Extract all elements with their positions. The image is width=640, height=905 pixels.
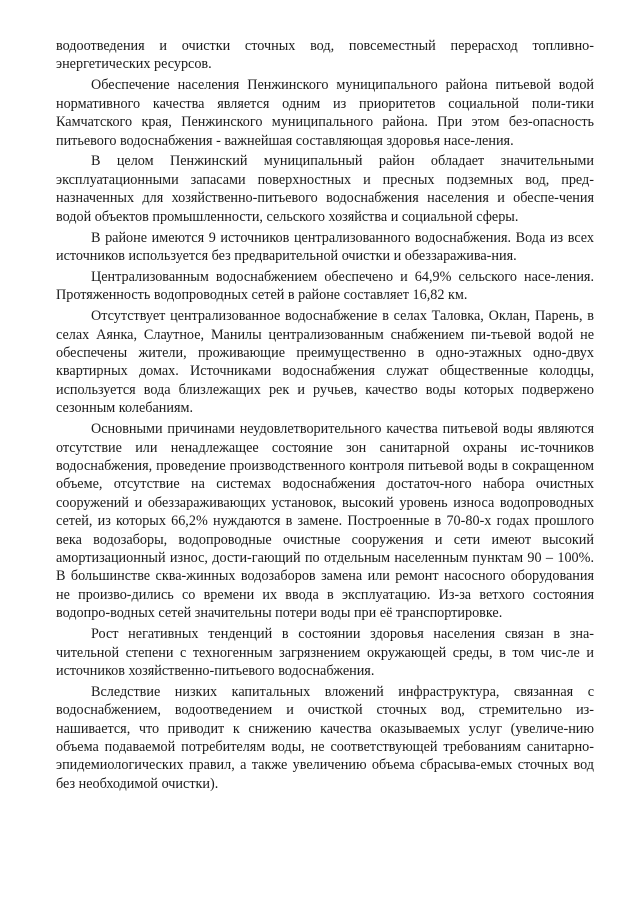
document-page — [56, 37, 594, 796]
paragraph-drinking-water-priority: Обеспечение населения Пенжинского муниципального района питьевой водой нормативного качества является одним из приоритетов социальной поли-тики Камчатского края, Пенжинского муниципального района. При этом без-опасность питьевого водоснабжения - важнейшая составляющая здоровья насе-ления. — [56, 77, 594, 149]
paragraph-continuation: водоотведения и очистки сточных вод, повсеместный перерасход топливно-энергетических ресурсов. — [56, 38, 594, 73]
paragraph-villages-without-supply: Отсутствует централизованное водоснабжение в селах Таловка, Оклан, Парень, в селах Аянка, Слаутное, Манилы централизованным снабжением пи-тьевой водой не обеспечены жители, проживающие преимущественно в одно-этажных одно-двух квартирных домах. Источниками водоснабжения служат общественные колодцы, используется вода близлежащих рек и ручьев, качество воды которых подвержено сезонным колебаниям. — [56, 308, 594, 417]
paragraph-health-trends: Рост негативных тенденций в состоянии здоровья населения связан в зна-чительной степени с техногенным загрязнением окружающей среды, в том чис-ле и источников хозяйственно-питьевого водоснабжения. — [56, 626, 594, 679]
paragraph-centralized-coverage: Централизованным водоснабжением обеспечено и 64,9% сельского насе-ления. Протяженность водопроводных сетей в районе составляет 16,82 км. — [56, 268, 594, 304]
paragraph-water-sources: В районе имеются 9 источников централизованного водоснабжения. Вода из всех источников используется без предварительной очистки и обеззаражива-ния. — [56, 229, 594, 264]
paragraph-infrastructure-wear: Вследствие низких капитальных вложений инфраструктура, связанная с водоснабжением, водоотведением и очисткой сточных вод, стремительно из-нашивается, что приводит к снижению качества оказываемых услуг (увеличе-нию объема подаваемой потребителям воды, не соответствующей требованиям санитарно-эпидемиологических правил, а также увеличению объема сбрасыва-емых сточных вод без необходимой очистки). — [56, 683, 594, 792]
paragraph-water-reserves: В целом Пенжинский муниципальный район обладает значительными эксплуатационными запасами поверхностных и пресных подземных вод, пред-назначенных для хозяйственно-питьевого водоснабжения населения и обеспе-чения водой объектов промышленности, сельского хозяйства и социальной сферы. — [56, 153, 594, 225]
paragraph-main-causes: Основными причинами неудовлетворительного качества питьевой воды являются отсутствие или ненадлежащее состояние зон санитарной охраны ис-точников водоснабжения, проведение производственного контроля питьевой воды в сокращенном объеме, отсутствие на системах водоснабжения достаточ-ного набора очистных сооружений и обеззараживающих установок, высокий уровень износа водопроводных сетей, из которых 66,2% нуждаются в замене. Построенные в 70-80-х годах прошлого века водозаборы, водопроводные очистные сооружения и сети имеют высокий амортизационный износ, дости-гающий по отдельным населенным пунктам 90 – 100%. В большинстве сква-жинных водозаборов замена или ремонт насосного оборудования не произво-дились со времени их ввода в эксплуатацию. Из-за ветхого состояния водопро-водных сетей значительны потери воды при её транспортировке. — [56, 421, 594, 622]
